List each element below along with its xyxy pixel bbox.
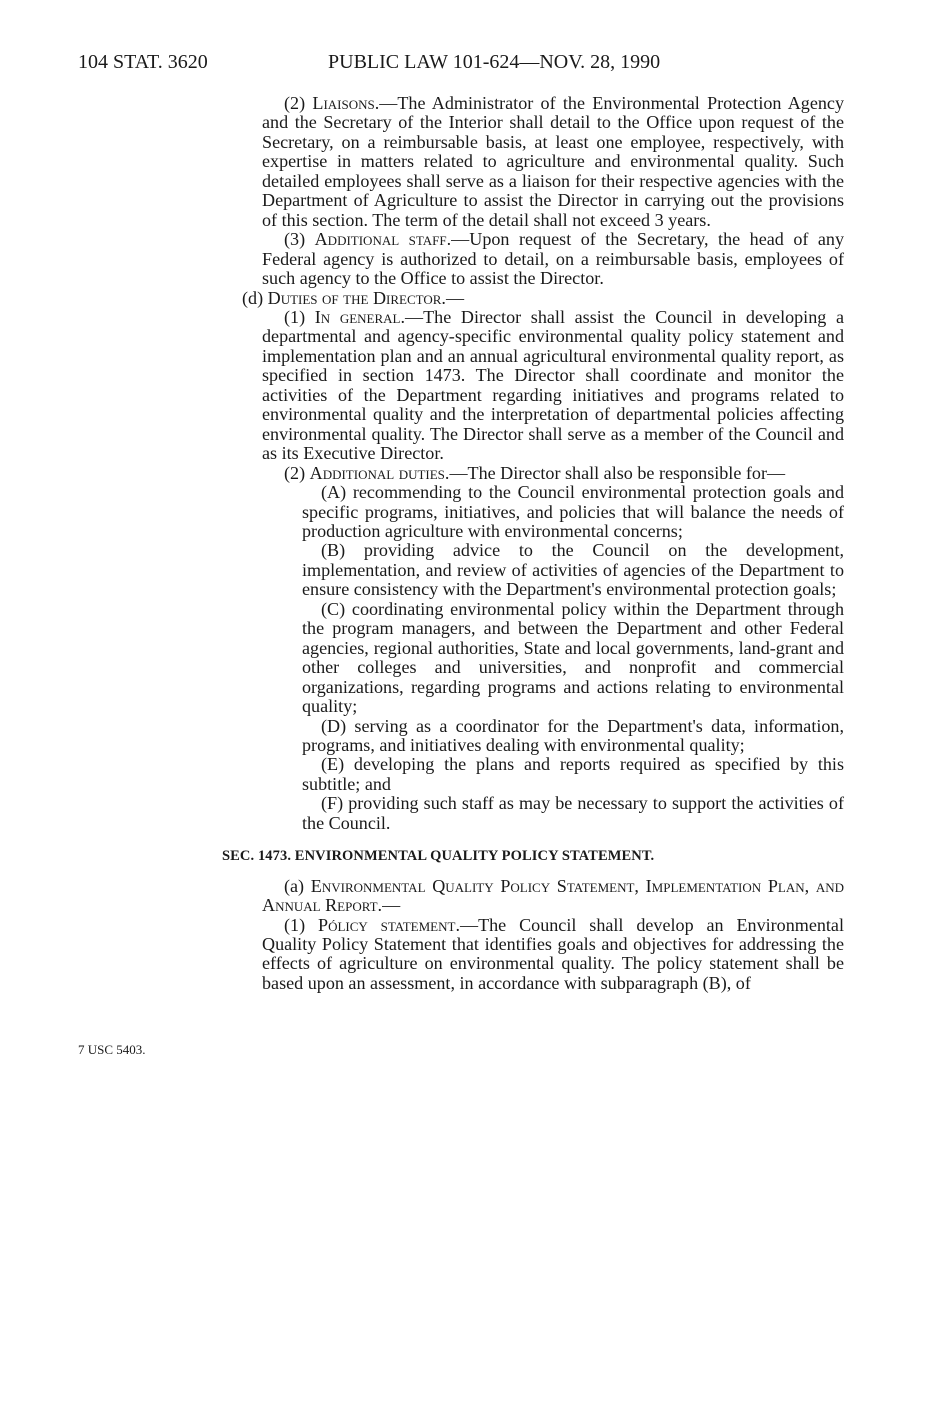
- body-text: [222, 93, 845, 993]
- subparagraph-d: (D) serving as a coordinator for the Department's data, information, programs, and initiatives dealing with environmental quality;: [302, 715, 844, 755]
- subparagraph-a: (A) recommending to the Council environmental protection goals and specific programs, initiatives, and policies that will balance the needs of production agriculture with environmental concerns;: [302, 482, 844, 541]
- subparagraph-e: (E) developing the plans and reports required as specified by this subtitle; and: [302, 754, 844, 794]
- stat-page-number: 104 STAT. 3620: [78, 51, 208, 73]
- heading-d-duties-of-director: (d) Duties of the Director.—: [242, 287, 465, 308]
- public-law-citation: PUBLIC LAW 101-624—NOV. 28, 1990: [328, 51, 661, 73]
- paragraph-c3-additional-staff: (3) Additional staff.—Upon request of the Secretary, the head of any Federal agency is authorized to detail, on a reimbursable basis, employees of such agency to the Office to assist the Director.: [262, 229, 845, 289]
- paragraph-d1-in-general: (1) In general.—The Director shall assist the Council in developing a departmental and agency-specific environmental quality policy statement and implementation plan and an annual agricultural environmental quality report, as specified in section 1473. The Director shall coordinate and monitor the activities of the Department regarding initiatives and programs related to environmental quality and the interpretation of departmental policies affecting environmental quality. The Director shall serve as a member of the Council and as its Executive Director.: [262, 306, 844, 464]
- subparagraph-b: (B) providing advice to the Council on the development, implementation, and review of activities of agencies of the Department to ensure consistency with the Department's environmental protection goals;: [302, 540, 844, 600]
- section-heading-1473: SEC. 1473. ENVIRONMENTAL QUALITY POLICY STATEMENT.: [222, 848, 655, 865]
- subparagraph-f: (F) providing such staff as may be necessary to support the activities of the Council.: [302, 793, 844, 833]
- page-header: [78, 50, 878, 80]
- heading-a-environmental-quality-policy: (a) Environmental Quality Policy Statement, Implementation Plan, and Annual Report.—: [262, 875, 844, 916]
- paragraph-c2-liaisons: (2) Liaisons.—The Administrator of the Environmental Protection Agency and the Secretary of the Interior shall detail to the Office upon request of the Secretary, on a reimbursable basis, at least one employee, respectively, with expertise in matters related to agriculture and environmental quality. Such detailed employees shall serve as a liaison for their respective agencies with the Department of Agriculture to assist the Director in carrying out the provisions of this section. The term of the detail shall not exceed 3 years.: [262, 93, 845, 230]
- paragraph-a1-policy-statement: (1) Pólicy statement.—The Council shall develop an Environmental Quality Policy Statement that identifies goals and objectives for addressing the effects of agriculture on environmental quality. The policy statement shall be based upon an assessment, in accordance with subparagraph (B), of: [262, 914, 844, 993]
- margin-note-usc: 7 USC 5403.: [78, 1042, 146, 1057]
- paragraph-d2-additional-duties: (2) Additional duties.—The Director shall also be responsible for—: [284, 462, 786, 483]
- subparagraph-c: (C) coordinating environmental policy within the Department through the program managers, and between the Department and other Federal agencies, regional authorities, State and local governments, land-grant and other colleges and universities, and nonprofit and commercial organizations, regarding programs and actions relating to environmental quality;: [302, 598, 844, 717]
